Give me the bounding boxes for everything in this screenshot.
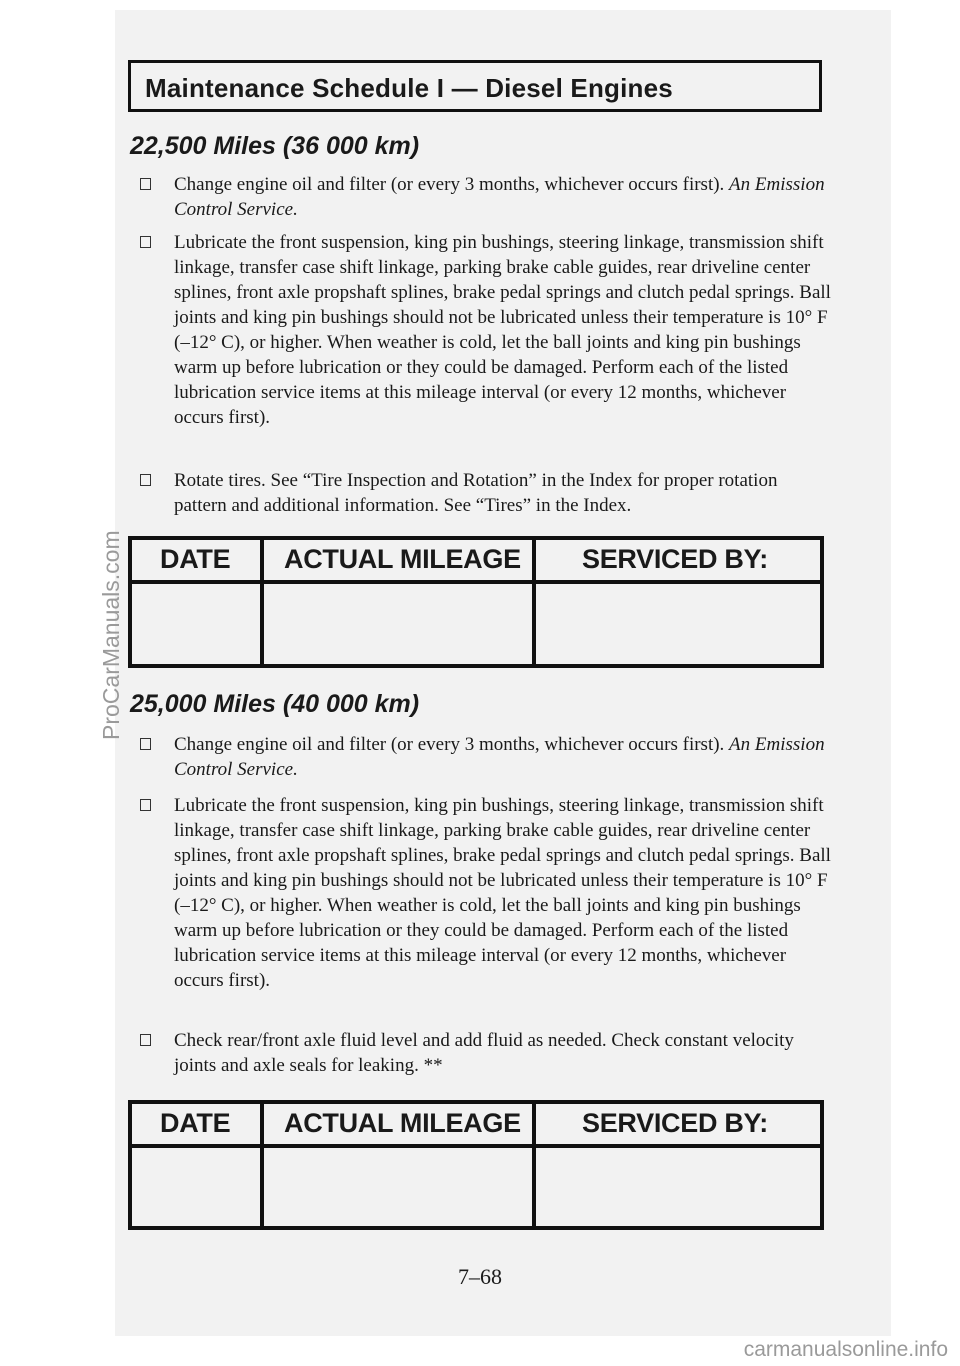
item-text: Check rear/front axle fluid level and add fluid as needed. Check constant velocity joints and axle seals for leaking. **	[174, 1030, 794, 1076]
mileage-cell[interactable]	[264, 584, 532, 668]
column-divider	[260, 540, 264, 580]
item-text: Change engine oil and filter (or every 3 months, whichever occurs first).	[174, 734, 725, 755]
serviced-by-cell[interactable]	[536, 1148, 820, 1230]
column-header-mileage: ACTUAL MILEAGE	[284, 1108, 521, 1138]
column-header-serviced-by: SERVICED BY:	[582, 1108, 768, 1138]
column-header-mileage: ACTUAL MILEAGE	[284, 544, 521, 574]
item-emphasis: An Emission Control Service.	[174, 174, 825, 220]
column-header-serviced-by: SERVICED BY:	[582, 544, 768, 574]
service-record-table	[128, 536, 824, 668]
item-text: Lubricate the front suspension, king pin bushings, steering linkage, transmission shift linkage, transfer case shift linkage, parking brake cable guides, rear driveline center splines, front axle propshaft splines, brake pedal springs and clutch pedal springs. Ball joints and king pin bushings should not be lubricated unless their temperature is 10° F (–12° C), or higher. When weather is cold, let the ball joints and king pin bushings warm up before lubrication or they could be damaged. Perform each of the listed lubrication service items at this mileage interval (or every 12 months, whichever occurs first).	[174, 795, 831, 991]
item-text: Lubricate the front suspension, king pin bushings, steering linkage, transmission shift linkage, transfer case shift linkage, parking brake cable guides, rear driveline center splines, front axle propshaft splines, brake pedal springs and clutch pedal springs. Ball joints and king pin bushings should not be lubricated unless their temperature is 10° F (–12° C), or higher. When weather is cold, let the ball joints and king pin bushings warm up before lubrication or they could be damaged. Perform each of the listed lubrication service items at this mileage interval (or every 12 months, whichever occurs first).	[174, 232, 831, 428]
column-divider	[532, 540, 536, 580]
table-entry-row	[132, 1148, 820, 1230]
section-heading-22500: 22,500 Miles (36 000 km)	[130, 132, 420, 160]
item-text: Change engine oil and filter (or every 3 months, whichever occurs first).	[174, 174, 725, 195]
date-cell[interactable]	[132, 584, 260, 668]
section-heading-25000: 25,000 Miles (40 000 km)	[130, 690, 420, 718]
bottom-watermark: carmanualsonline.info	[743, 1338, 948, 1361]
service-record-table	[128, 1100, 824, 1230]
item-text: Rotate tires. See “Tire Inspection and Rotation” in the Index for proper rotation pattern and additional information. See “Tires” in the Index.	[174, 470, 778, 516]
table-entry-row	[132, 584, 820, 668]
table-header-row	[132, 1104, 820, 1148]
checkbox-icon[interactable]	[140, 474, 151, 486]
checkbox-icon[interactable]	[140, 799, 151, 811]
serviced-by-cell[interactable]	[536, 584, 820, 668]
page-title: Maintenance Schedule I — Diesel Engines	[145, 73, 673, 103]
table-header-row	[132, 540, 820, 584]
checkbox-icon[interactable]	[140, 738, 151, 750]
page-header	[128, 60, 822, 112]
checkbox-icon[interactable]	[140, 1034, 151, 1046]
column-header-date: DATE	[160, 1108, 231, 1138]
column-header-date: DATE	[160, 544, 231, 574]
item-emphasis: An Emission Control Service.	[174, 734, 825, 780]
column-divider	[532, 1104, 536, 1144]
checkbox-icon[interactable]	[140, 178, 151, 190]
side-watermark: ProCarManuals.com	[98, 530, 124, 740]
date-cell[interactable]	[132, 1148, 260, 1230]
checkbox-icon[interactable]	[140, 236, 151, 248]
column-divider	[260, 1104, 264, 1144]
page-number: 7–68	[458, 1264, 502, 1289]
mileage-cell[interactable]	[264, 1148, 532, 1230]
